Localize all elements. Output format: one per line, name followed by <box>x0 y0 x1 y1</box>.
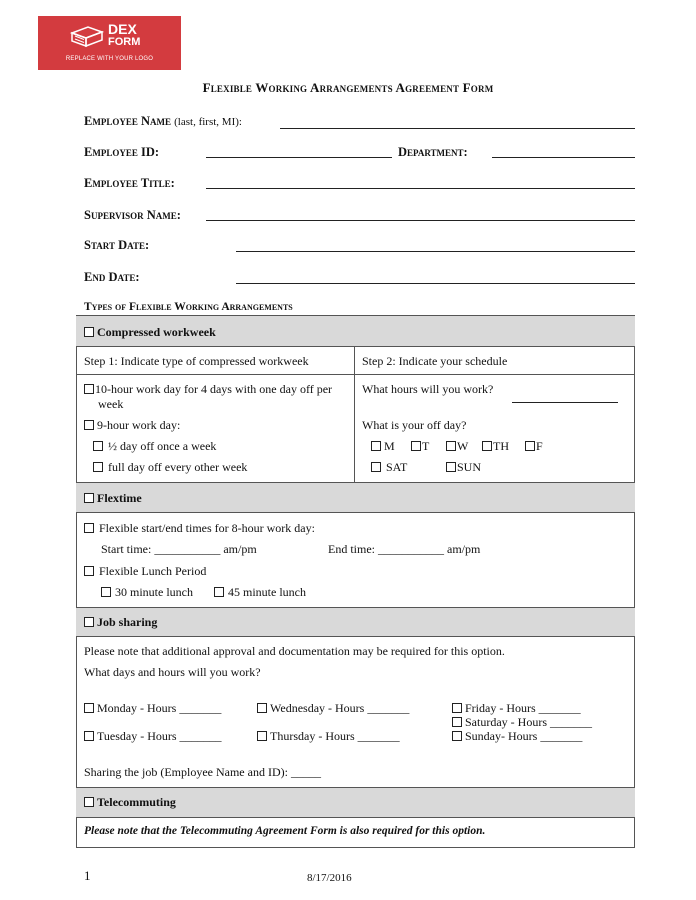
flextime-header-label: Flextime <box>97 491 142 505</box>
day-f-label: F <box>536 439 543 453</box>
compressed-header-label: Compressed workweek <box>97 325 216 339</box>
day-f[interactable] <box>525 439 543 454</box>
lunch-30-checkbox[interactable] <box>101 587 111 597</box>
friday-hours-text: Friday - Hours _______ <box>465 701 581 715</box>
day-t[interactable] <box>411 439 429 454</box>
day-sat-label: SAT <box>386 460 408 474</box>
opt-half-day-checkbox[interactable] <box>93 441 103 451</box>
logo-tagline: REPLACE WITH YOUR LOGO <box>65 56 154 62</box>
day-m[interactable] <box>371 439 395 454</box>
day-m-label: M <box>384 439 395 453</box>
start-time-field[interactable]: Start time: ___________ am/pm <box>101 542 257 556</box>
compressed-header <box>84 325 216 340</box>
end-time-field[interactable]: End time: ___________ am/pm <box>328 542 481 556</box>
day-f-checkbox[interactable] <box>525 441 535 451</box>
employee-name-label-text: Employee Name <box>84 114 171 128</box>
opt-half-day <box>93 439 216 454</box>
supervisor-name-field[interactable] <box>206 220 635 221</box>
end-date-label: End Date: <box>84 270 140 284</box>
wednesday-hours-text: Wednesday - Hours _______ <box>270 701 410 715</box>
logo-brand <box>108 22 140 48</box>
end-date-field[interactable] <box>236 283 635 284</box>
wednesday-checkbox[interactable] <box>257 703 267 713</box>
employee-name-field[interactable] <box>280 128 635 129</box>
opt-10hr-cont: week <box>98 397 124 411</box>
opt-9hr-text: 9-hour work day: <box>97 418 181 432</box>
opt-full-day-text: full day off every other week <box>108 460 248 474</box>
types-heading: Types of Flexible Working Arrangements <box>84 301 293 313</box>
department-label: Department: <box>398 145 468 159</box>
job-sharing-header-label: Job sharing <box>97 615 158 629</box>
employee-name-label <box>84 114 242 129</box>
lunch-45 <box>214 585 306 600</box>
sunday-hours <box>452 729 582 744</box>
opt-10hr-text: 10-hour work day for 4 days with one day off per <box>95 382 333 396</box>
telecommuting-header-label: Telecommuting <box>97 795 176 809</box>
employee-name-hint: (last, first, MI): <box>174 116 242 128</box>
supervisor-name-label: Supervisor Name: <box>84 208 181 222</box>
saturday-hours-text: Saturday - Hours _______ <box>465 715 592 729</box>
employee-title-label: Employee Title: <box>84 176 175 190</box>
day-sun-checkbox[interactable] <box>446 462 456 472</box>
day-th-label: TH <box>493 439 509 453</box>
tuesday-checkbox[interactable] <box>84 731 94 741</box>
job-sharing-checkbox[interactable] <box>84 617 94 627</box>
opt-half-day-text: ½ day off once a week <box>108 439 217 453</box>
telecommuting-header <box>84 795 176 810</box>
saturday-checkbox[interactable] <box>452 717 462 727</box>
lunch-30 <box>101 585 193 600</box>
opt-9hr-checkbox[interactable] <box>84 420 94 430</box>
opt-lunch-text: Flexible Lunch Period <box>99 564 207 578</box>
logo-brand-line1: DEX <box>108 21 137 37</box>
job-sharing-header <box>84 615 157 630</box>
lunch-45-checkbox[interactable] <box>214 587 224 597</box>
employee-id-label: Employee ID: <box>84 145 160 159</box>
telecommuting-note: Please note that the Telecommuting Agreement Form is also required for this option. <box>84 825 486 837</box>
monday-hours-text: Monday - Hours _______ <box>97 701 222 715</box>
sharing-job-field[interactable]: Sharing the job (Employee Name and ID): _____ <box>84 765 321 779</box>
monday-hours <box>84 701 221 716</box>
opt-10hr <box>84 382 332 397</box>
day-sat[interactable] <box>371 460 407 475</box>
tuesday-hours-text: Tuesday - Hours _______ <box>97 729 222 743</box>
thursday-hours-text: Thursday - Hours _______ <box>270 729 400 743</box>
employee-id-field[interactable] <box>206 157 392 158</box>
flextime-header <box>84 491 142 506</box>
monday-checkbox[interactable] <box>84 703 94 713</box>
hours-field[interactable] <box>512 402 618 403</box>
offday-question: What is your off day? <box>362 418 467 432</box>
opt-10hr-checkbox[interactable] <box>84 384 94 394</box>
flextime-checkbox[interactable] <box>84 493 94 503</box>
department-field[interactable] <box>492 157 635 158</box>
employee-title-field[interactable] <box>206 188 635 189</box>
thursday-checkbox[interactable] <box>257 731 267 741</box>
footer-date: 8/17/2016 <box>307 872 352 884</box>
day-m-checkbox[interactable] <box>371 441 381 451</box>
opt-start-end-checkbox[interactable] <box>84 523 94 533</box>
start-date-label: Start Date: <box>84 238 150 252</box>
flextime-header-row <box>76 482 635 512</box>
opt-full-day <box>93 460 247 475</box>
step2-text: Step 2: Indicate your schedule <box>362 354 508 368</box>
saturday-hours <box>452 715 592 730</box>
telecommuting-checkbox[interactable] <box>84 797 94 807</box>
friday-hours <box>452 701 581 716</box>
company-logo <box>38 16 181 70</box>
sunday-checkbox[interactable] <box>452 731 462 741</box>
opt-9hr <box>84 418 180 433</box>
day-th-checkbox[interactable] <box>482 441 492 451</box>
day-sun-label: SUN <box>457 460 482 474</box>
logo-brand-line2: FORM <box>108 36 141 48</box>
friday-checkbox[interactable] <box>452 703 462 713</box>
hours-question: What hours will you work? <box>362 382 494 396</box>
opt-lunch <box>84 564 206 579</box>
job-sharing-note: Please note that additional approval and documentation may be required for this option. <box>84 644 505 658</box>
day-t-label: T <box>422 439 430 453</box>
sunday-hours-text: Sunday- Hours _______ <box>465 729 583 743</box>
day-w[interactable] <box>446 439 468 454</box>
day-th[interactable] <box>482 439 509 454</box>
day-sat-checkbox[interactable] <box>371 462 381 472</box>
thursday-hours <box>257 729 400 744</box>
lunch-30-text: 30 minute lunch <box>115 585 193 599</box>
day-w-label: W <box>457 439 469 453</box>
opt-start-end <box>84 521 315 536</box>
box-logo-icon <box>70 24 104 48</box>
day-w-checkbox[interactable] <box>446 441 456 451</box>
page-title: Flexible Working Arrangements Agreement Form <box>202 80 494 95</box>
tuesday-hours <box>84 729 222 744</box>
wednesday-hours <box>257 701 409 716</box>
job-sharing-question: What days and hours will you work? <box>84 665 261 679</box>
job-sharing-header-row <box>76 607 635 636</box>
page-number: 1 <box>84 868 91 883</box>
opt-lunch-checkbox[interactable] <box>84 566 94 576</box>
opt-full-day-checkbox[interactable] <box>93 462 103 472</box>
day-sun[interactable] <box>446 460 481 475</box>
start-date-field[interactable] <box>236 251 635 252</box>
day-t-checkbox[interactable] <box>411 441 421 451</box>
compressed-checkbox[interactable] <box>84 327 94 337</box>
step1-text: Step 1: Indicate type of compressed workweek <box>84 354 309 368</box>
lunch-45-text: 45 minute lunch <box>228 585 306 599</box>
opt-start-end-text: Flexible start/end times for 8-hour work day: <box>99 521 315 535</box>
